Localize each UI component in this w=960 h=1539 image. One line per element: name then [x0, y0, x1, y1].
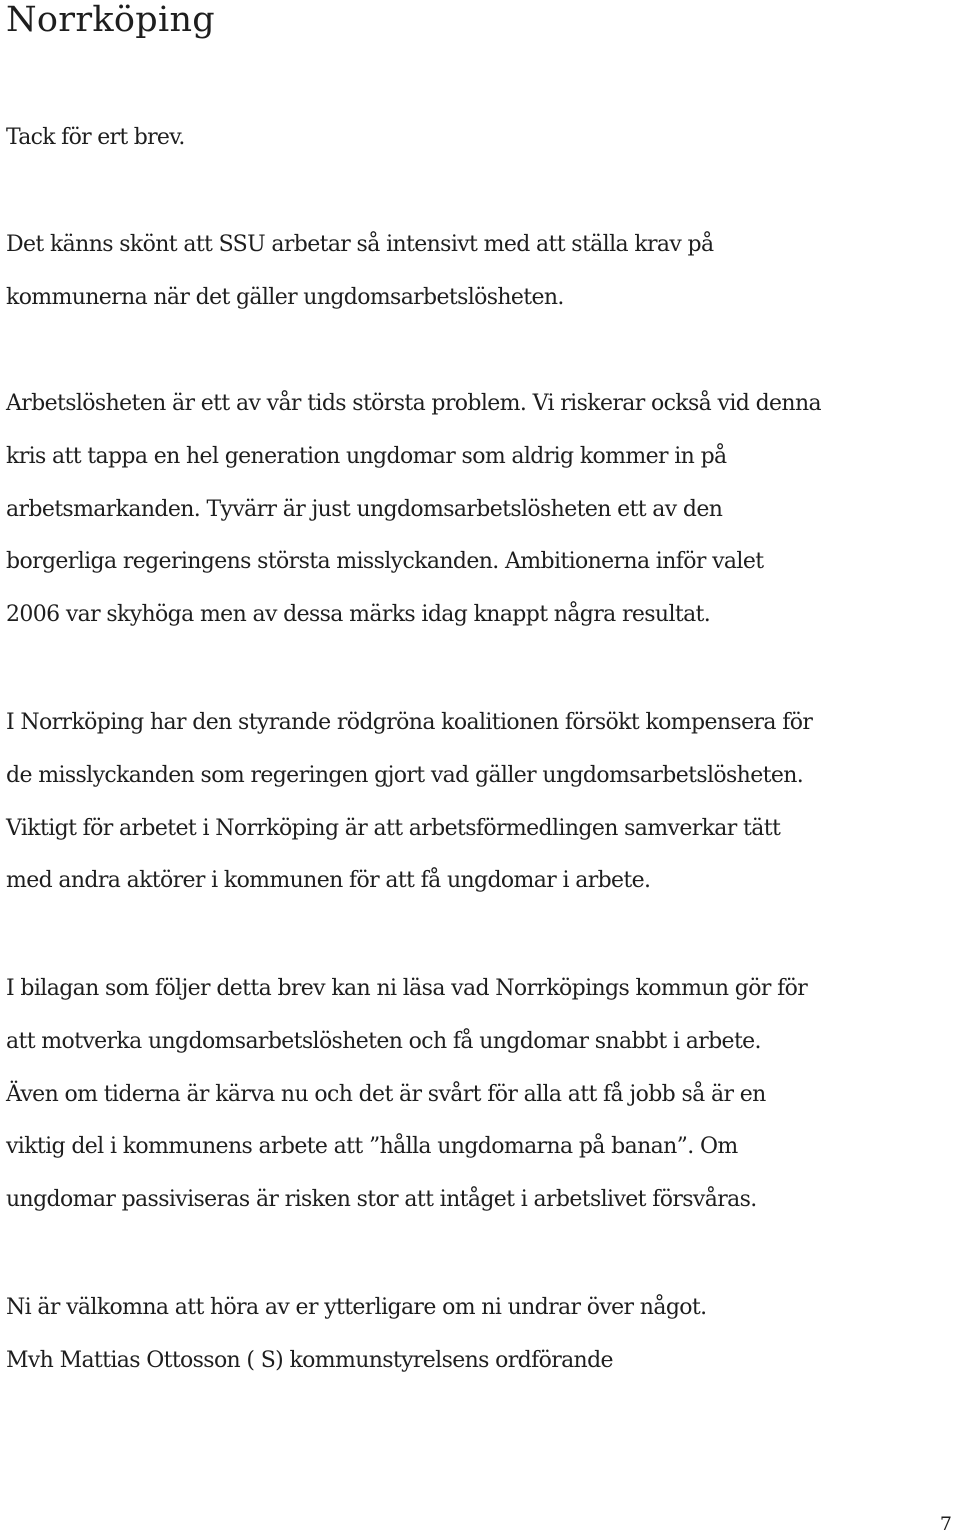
paragraph-greeting	[6, 112, 958, 165]
text-line: I bilagan som följer detta brev kan ni läsa vad Norrköpings kommun gör för	[6, 976, 808, 1001]
text-line: ungdomar passiviseras är risken stor att intåget i arbetslivet försvåras.	[6, 1187, 757, 1213]
text-line: Arbetslösheten är ett av vår tids största problem. Vi riskerar också vid denna	[6, 391, 822, 416]
text-line: viktig del i kommunens arbete att ”hålla ungdomarna på banan”. Om	[6, 1134, 738, 1160]
text-line: med andra aktörer i kommunen för att få ungdomar i arbete.	[6, 868, 651, 894]
signature-line: Mvh Mattias Ottosson ( S) kommunstyrelsens ordförande	[6, 1347, 613, 1373]
text-line: Det känns skönt att SSU arbetar så intensivt med att ställa krav på	[6, 232, 714, 257]
text-line: I Norrköping har den styrande rödgröna koalitionen försökt kompensera för	[6, 710, 813, 735]
paragraph-attachment	[6, 963, 958, 1227]
text-line: borgerliga regeringens största misslyckanden. Ambitionerna inför valet	[6, 549, 764, 575]
text-line: arbetsmarkanden. Tyvärr är just ungdomsarbetslösheten ett av den	[6, 496, 723, 522]
paragraph-problem	[6, 378, 958, 642]
paragraph-intro	[6, 219, 958, 325]
page-title: Norrköping	[6, 0, 215, 40]
text-line: kris att tappa en hel generation ungdomar som aldrig kommer in på	[6, 443, 727, 469]
text-line: kommunerna när det gäller ungdomsarbetslösheten.	[6, 284, 564, 310]
text-line: 2006 var skyhöga men av dessa märks idag knappt några resultat.	[6, 602, 711, 628]
text-line: att motverka ungdomsarbetslösheten och få ungdomar snabbt i arbete.	[6, 1028, 761, 1054]
text-line: Viktigt för arbetet i Norrköping är att arbetsförmedlingen samverkar tätt	[6, 815, 781, 841]
paragraph-closing	[6, 1282, 958, 1388]
paragraph-norrkoping	[6, 697, 958, 908]
text-line: Även om tiderna är kärva nu och det är svårt för alla att få jobb så är en	[6, 1081, 766, 1107]
text-line: Tack för ert brev.	[6, 125, 185, 150]
page-number: 7	[939, 1513, 952, 1535]
text-line: Ni är välkomna att höra av er ytterligare om ni undrar över något.	[6, 1295, 707, 1320]
text-line: de misslyckanden som regeringen gjort vad gäller ungdomsarbetslösheten.	[6, 762, 804, 788]
